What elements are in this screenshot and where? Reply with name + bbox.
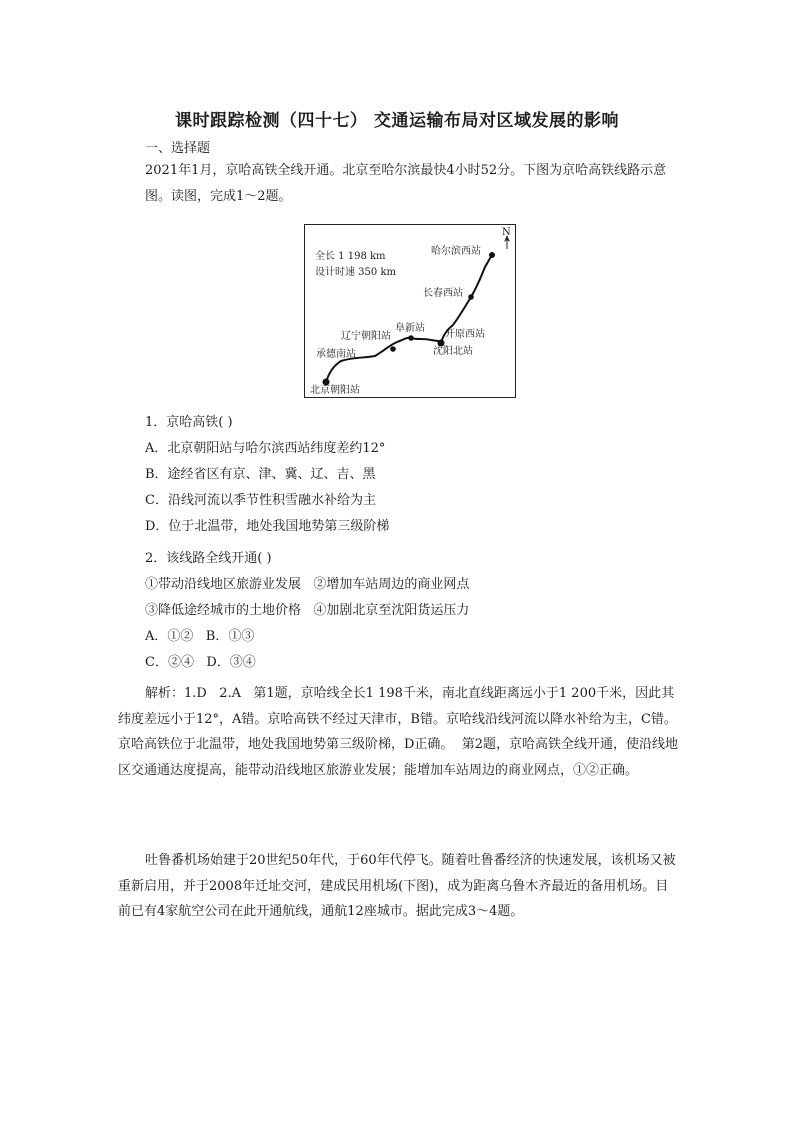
question-2-options-cd: C．②④ D．③④ bbox=[145, 655, 256, 670]
label-kaiyuan-west: 开原西站 bbox=[445, 329, 485, 340]
label-shenyang-north: 沈阳北站 bbox=[433, 346, 473, 357]
question-2-options-ab: A．①② B．①③ bbox=[145, 629, 255, 644]
north-label: N bbox=[502, 227, 511, 238]
question-2-items-1: ①带动沿线地区旅游业发展 ②增加车站周边的商业网点 bbox=[145, 577, 470, 592]
question-1-stem: 1．京哈高铁( ) bbox=[145, 415, 233, 430]
station-dot-liaoning-chaoyang bbox=[390, 346, 396, 352]
page-title: 课时跟踪检测（四十七） 交通运输布局对区域发展的影响 bbox=[175, 111, 619, 131]
analysis-paragraph bbox=[118, 681, 678, 783]
label-liaoning-chaoyang: 辽宁朝阳站 bbox=[341, 331, 391, 342]
label-chengde-south: 承德南站 bbox=[316, 349, 356, 360]
intro-paragraph-1 bbox=[145, 158, 680, 209]
question-2-stem: 2．该线路全线开通( ) bbox=[145, 551, 272, 566]
intro-text-1: 2021年1月，京哈高铁全线开通。北京至哈尔滨最快4小时52分。下图为京哈高铁线路示意图。读图，完成1～2题。 bbox=[145, 163, 667, 204]
analysis-text: 解析：1.D 2.A 第1题，京哈线全长1 198千米，南北直线距离远小于1 200千米，因此其纬度差远小于12°，A错。京哈高铁不经过天津市，B错。京哈线沿线河流以降水补给为主，C错。京哈高铁位于北温带，地处我国地势第三级阶梯，D正确。 第2题，京哈高铁全线开通，使沿线地区交通通达度提高，能带动沿线地区旅游业发展；能增加车站周边的商业网点，①②正确。 bbox=[118, 686, 678, 778]
label-beijing-chaoyang: 北京朝阳站 bbox=[310, 385, 360, 396]
question-1-option-b: B．途经省区有京、津、冀、辽、吉、黑 bbox=[145, 467, 376, 482]
label-changchun-west: 长春西站 bbox=[423, 288, 463, 299]
map-info-length: 全长 1 198 km bbox=[315, 251, 386, 262]
label-harbin-west: 哈尔滨西站 bbox=[431, 246, 481, 257]
station-dot-changchun bbox=[468, 294, 474, 300]
station-dot-harbin bbox=[489, 252, 495, 258]
question-1-option-d: D．位于北温带，地处我国地势第三级阶梯 bbox=[145, 519, 390, 534]
question-2-items-2: ③降低途经城市的土地价格 ④加剧北京至沈阳货运压力 bbox=[145, 603, 470, 618]
question-1-option-c: C．沿线河流以季节性积雪融水补给为主 bbox=[145, 493, 376, 508]
question-1-option-a: A．北京朝阳站与哈尔滨西站纬度差约12° bbox=[145, 441, 386, 456]
railway-map bbox=[304, 224, 516, 398]
station-dot-fuxin bbox=[408, 335, 414, 341]
section-heading: 一、选择题 bbox=[145, 141, 211, 156]
map-info-speed: 设计时速 350 km bbox=[315, 267, 396, 278]
intro-text-2: 吐鲁番机场始建于20世纪50年代，于60年代停飞。随着吐鲁番经济的快速发展，该机场又被重新启用，并于2008年迁址交河，建成民用机场(下图)，成为距离乌鲁木齐最近的备用机场。目前已有4家航空公司在此开通航线，通航12座城市。据此完成3～4题。 bbox=[118, 853, 676, 919]
label-fuxin: 阜新站 bbox=[395, 323, 425, 334]
intro-paragraph-2 bbox=[118, 848, 678, 925]
